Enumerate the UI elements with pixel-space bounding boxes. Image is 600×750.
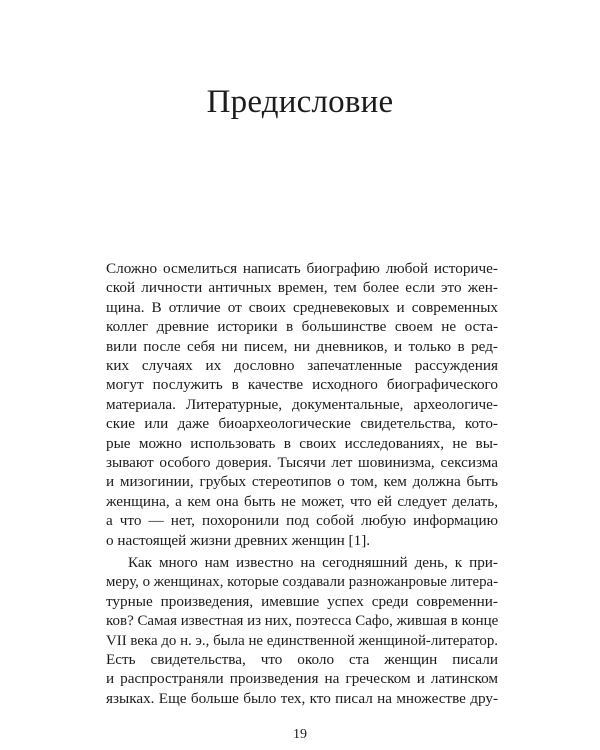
text-line: зывают особого доверия. Тысячи лет шовинизма, сексизма xyxy=(106,454,498,471)
text-line: Есть свидетельства, что около ста женщин писали xyxy=(106,651,498,668)
text-line: вили после себя ни писем, ни дневников, и только в ред- xyxy=(106,337,498,355)
text-line: ков? Самая известная из них, поэтесса Сафо, жившая в конце xyxy=(106,613,499,630)
text-line: ской личности античных времен, тем более если это жен- xyxy=(106,279,498,297)
text-line: Сложно осмелиться написать биографию любой историче- xyxy=(106,260,498,277)
chapter-title: Предисловие xyxy=(206,84,394,120)
text-line: а что — нет, похоронили под собой любую информацию xyxy=(106,512,498,530)
text-line: меру, о женщинах, которые создавали разножанровые литера- xyxy=(106,574,499,591)
text-line: о настоящей жизни древних женщин [1]. xyxy=(106,531,371,549)
text-line: могут послужить в качестве исходного биографического xyxy=(106,376,498,394)
text-line: турные произведения, имевшие успех среди современни- xyxy=(106,592,498,610)
text-line: рые можно использовать в своих исследованиях, не вы- xyxy=(106,434,498,452)
text-line: женщина, а кем она быть не может, что ей следует делать, xyxy=(106,492,498,510)
text-line: и распространяли произведения на греческом и латинском xyxy=(106,670,498,688)
text-line: языках. Еще больше было тех, кто писал на множестве дру- xyxy=(106,689,498,707)
text-line: коллег древние историки в большинстве своем не оста- xyxy=(106,318,498,336)
page-number: 19 xyxy=(293,727,307,742)
text-line: ких случаях их дословно запечатленные рассуждения xyxy=(106,357,498,374)
text-line: Как много нам известно на сегодняшний день, к при- xyxy=(128,554,498,571)
text-line: и мизогинии, грубых стереотипов о том, кем должна быть xyxy=(106,473,498,491)
text-line: ские или даже биоархеологические свидетельства, кото- xyxy=(106,415,498,433)
text-line: материала. Литературные, документальные, археологиче- xyxy=(106,395,498,413)
text-line: щина. В отличие от своих средневековых и современных xyxy=(106,298,498,316)
text-line: VII века до н. э., была не единственной женщиной-литератор. xyxy=(106,632,498,649)
